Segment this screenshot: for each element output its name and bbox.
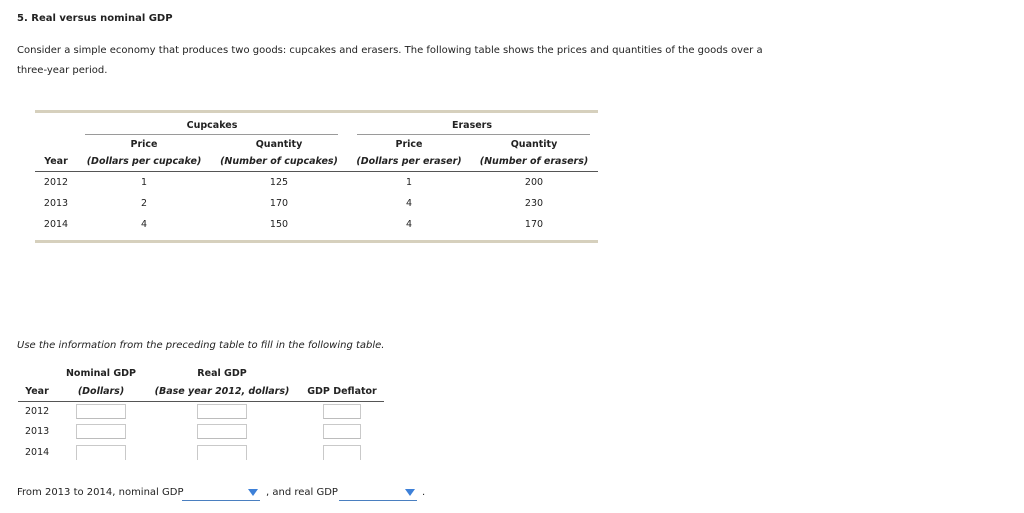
header-year: Year	[44, 156, 68, 167]
header-year: Year	[25, 386, 49, 397]
table-row-year: 2013	[43, 198, 69, 209]
erasers-group-rule	[357, 134, 590, 135]
unit-eraser-price: (Dollars per eraser)	[356, 156, 462, 167]
unit-cupcake-quantity: (Number of cupcakes)	[220, 156, 338, 167]
table-cell: 230	[524, 198, 544, 209]
table-cell: 2	[140, 198, 148, 209]
table-cell: 4	[140, 219, 148, 230]
table-cell: 1	[140, 177, 148, 188]
unit-nominal-gdp: (Dollars)	[77, 386, 125, 397]
gdp-deflator-2013-input[interactable]	[323, 424, 361, 439]
table-cell: 150	[269, 219, 289, 230]
cupcakes-group-rule	[85, 134, 338, 135]
header-eraser-quantity: Quantity	[510, 139, 558, 150]
unit-cupcake-price: (Dollars per cupcake)	[86, 156, 202, 167]
sentence-part2: , and real GDP	[266, 487, 338, 498]
real-gdp-2014-input[interactable]	[197, 445, 247, 460]
nominal-gdp-2013-input[interactable]	[76, 424, 126, 439]
gdp-deflator-2012-input[interactable]	[323, 404, 361, 419]
table-cell: 4	[405, 219, 413, 230]
header-bottom-rule	[35, 171, 598, 172]
unit-eraser-quantity: (Number of erasers)	[479, 156, 589, 167]
group-header-erasers: Erasers	[451, 120, 493, 131]
header-bottom-rule	[18, 401, 384, 402]
chevron-down-icon	[405, 489, 415, 496]
header-eraser-price: Price	[395, 139, 423, 150]
table-row-year: 2012	[43, 177, 69, 188]
table-cell: 1	[405, 177, 413, 188]
real-gdp-2013-input[interactable]	[197, 424, 247, 439]
group-header-cupcakes: Cupcakes	[186, 120, 238, 131]
table-cell: 170	[524, 219, 544, 230]
table-cell: 4	[405, 198, 413, 209]
header-cupcake-price: Price	[130, 139, 158, 150]
sentence-part1: From 2013 to 2014, nominal GDP	[17, 487, 184, 498]
header-nominal-gdp: Nominal GDP	[65, 368, 137, 379]
question-title: 5. Real versus nominal GDP	[17, 13, 173, 24]
real-gdp-change-dropdown[interactable]	[339, 487, 417, 501]
question-intro-line2: three-year period.	[17, 65, 108, 76]
unit-real-gdp: (Base year 2012, dollars)	[154, 386, 290, 397]
nominal-gdp-change-dropdown[interactable]	[182, 487, 260, 501]
table-bottom-rule	[35, 240, 598, 243]
fill-in-instruction: Use the information from the preceding table to fill in the following table.	[17, 340, 385, 351]
table-row-year: 2013	[25, 426, 50, 437]
header-cupcake-quantity: Quantity	[255, 139, 303, 150]
nominal-gdp-2014-input[interactable]	[76, 445, 126, 460]
question-intro-line1: Consider a simple economy that produces two goods: cupcakes and erasers. The following table shows the prices and quantities of the goods over a	[17, 45, 763, 56]
table-cell: 170	[269, 198, 289, 209]
table-row-year: 2014	[25, 447, 50, 458]
table-top-rule	[35, 110, 598, 113]
price-quantity-table	[35, 110, 598, 243]
chevron-down-icon	[248, 489, 258, 496]
header-gdp-deflator: GDP Deflator	[307, 386, 377, 397]
gdp-deflator-2014-input[interactable]	[323, 445, 361, 460]
table-cell: 200	[524, 177, 544, 188]
sentence-part3: .	[422, 487, 426, 498]
header-real-gdp: Real GDP	[197, 368, 247, 379]
real-gdp-2012-input[interactable]	[197, 404, 247, 419]
table-cell: 125	[269, 177, 289, 188]
table-row-year: 2012	[25, 406, 50, 417]
table-row-year: 2014	[43, 219, 69, 230]
nominal-gdp-2012-input[interactable]	[76, 404, 126, 419]
